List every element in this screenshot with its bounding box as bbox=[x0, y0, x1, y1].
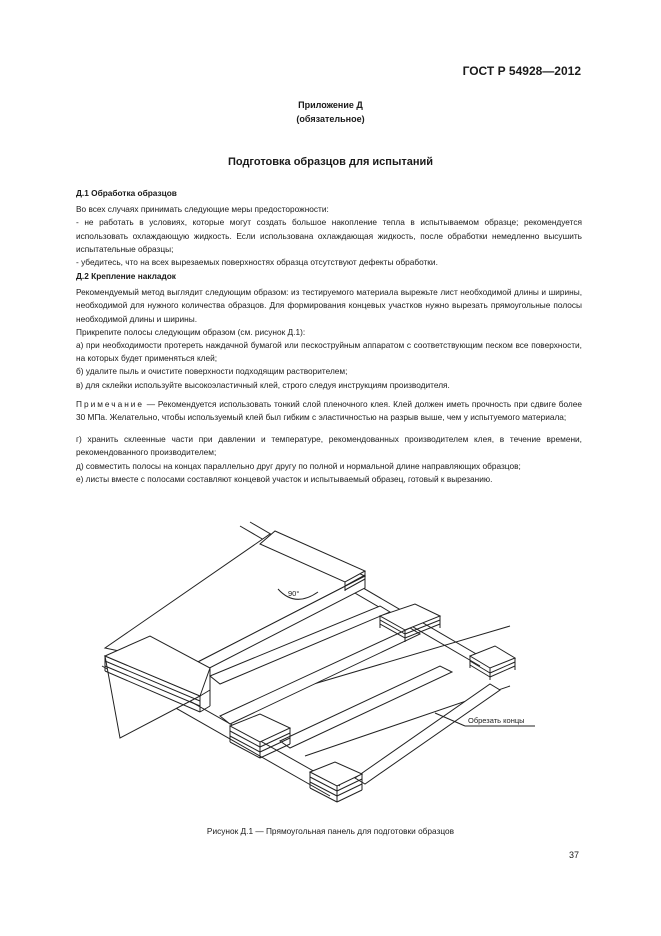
section-1 bbox=[76, 187, 582, 269]
list-item: г) хранить склеенные части при давлении и температуре, рекомендованных производителем клея, в течение времени, рекомендованного производителем; bbox=[76, 434, 582, 458]
page-title: Подготовка образцов для испытаний bbox=[227, 156, 434, 168]
list-item: б) удалите пыль и очистите поверхности подходящим растворителем; bbox=[76, 366, 348, 377]
figure-d1-drawing bbox=[90, 516, 570, 816]
standard-code: ГОСТ Р 54928—2012 bbox=[462, 64, 581, 78]
annex-title: Приложение Д bbox=[298, 100, 363, 110]
cut-ends-label: Обрезать концы bbox=[468, 716, 525, 725]
note bbox=[76, 398, 582, 424]
list-item: д) совместить полосы на концах параллельно друг другу по полной и нормальной длине направляющих образцов; bbox=[76, 460, 521, 471]
annex-heading bbox=[0, 98, 661, 126]
section-2-heading: Д.2 Крепление накладок bbox=[76, 271, 176, 281]
page-number: 37 bbox=[568, 850, 579, 860]
list-item: е) листы вместе с полосами составляют концевой участок и испытываемый образец, готовый к вырезанию. bbox=[76, 473, 493, 484]
paragraph: Прикрепите полосы следующим образом (см. рисунок Д.1): bbox=[76, 326, 306, 337]
section-2 bbox=[76, 270, 582, 486]
note-label: Примечание bbox=[76, 398, 145, 409]
note-text: — Рекомендуется использовать тонкий слой пленочного клея. Клей должен иметь прочность при сдвиге более 30 МПа. Желательно, чтобы используемый клей был гибким с эластичностью на разрыв выше, чем у испытуемого материала; bbox=[76, 398, 582, 423]
paragraph: Во всех случаях принимать следующие меры предосторожности: bbox=[76, 204, 329, 215]
angle-label: 90° bbox=[288, 589, 300, 598]
paragraph: - не работать в условиях, которые могут создать большое накопление тепла в испытываемом образце; рекомендуется использовать охлаждающую жидкость. Если использована охлаждающая жидкость, после обработки немедленно высушить испытательные образцы; bbox=[76, 217, 582, 254]
list-item: а) при необходимости протереть наждачной бумагой или пескоструйным аппаратом с соответствующим песком все поверхности, на которых будет применяться клей; bbox=[76, 340, 582, 364]
list-item: в) для склейки используйте высокоэластичный клей, строго следуя инструкциям производителя. bbox=[76, 379, 450, 390]
paragraph: Рекомендуемый метод выглядит следующим образом: из тестируемого материала вырежьте лист необходимой длины и ширины, необходимой для нужного количества образцов. Для формирования концевых участков нужно вырезать прямоугольные полосы необходимой длины и ширины. bbox=[76, 287, 582, 324]
section-1-heading: Д.1 Обработка образцов bbox=[76, 188, 177, 198]
annex-subtitle: (обязательное) bbox=[296, 114, 365, 124]
paragraph: - убедитесь, что на всех вырезаемых поверхностях образца отсутствуют дефекты обработки. bbox=[76, 257, 438, 268]
figure-caption: Рисунок Д.1 — Прямоугольная панель для подготовки образцов bbox=[206, 826, 455, 836]
